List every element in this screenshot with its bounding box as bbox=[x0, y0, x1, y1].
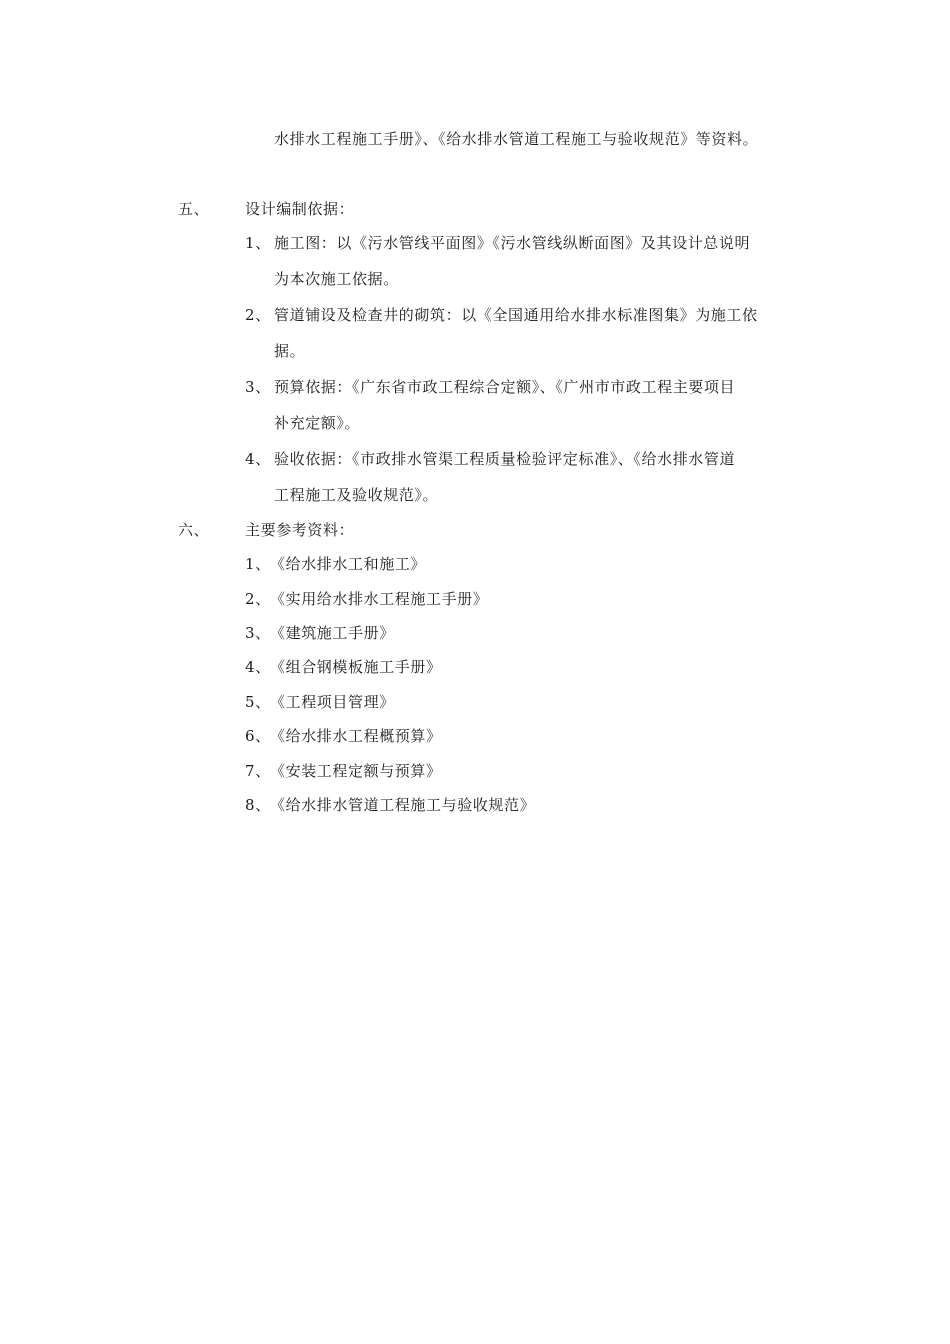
section-6-marker: 六、 bbox=[178, 521, 210, 539]
reference-7-title: 《安装工程定额与预算》 bbox=[270, 762, 442, 780]
reference-7-number: 7、 bbox=[245, 762, 271, 780]
section-5-item-4-line-2: 工程施工及验收规范》。 bbox=[274, 486, 439, 504]
section-5-item-2-number: 2、 bbox=[245, 306, 271, 324]
reference-5-title: 《工程项目管理》 bbox=[270, 693, 395, 711]
section-5-title: 设计编制依据： bbox=[245, 200, 355, 218]
continuation-text: 水排水工程施工手册》、《给水排水管道工程施工与验收规范》等资料。 bbox=[274, 130, 759, 148]
section-5-item-3-line-1: 预算依据：《广东省市政工程综合定额》、《广州市市政工程主要项目 bbox=[274, 378, 736, 396]
reference-4-number: 4、 bbox=[245, 658, 271, 676]
reference-6-title: 《给水排水工程概预算》 bbox=[270, 727, 442, 745]
reference-6-number: 6、 bbox=[245, 727, 271, 745]
reference-8-number: 8、 bbox=[245, 796, 271, 814]
reference-1-number: 1、 bbox=[245, 555, 271, 573]
section-6-title: 主要参考资料： bbox=[245, 521, 355, 539]
reference-3-title: 《建筑施工手册》 bbox=[270, 624, 395, 642]
section-5-item-4-line-1: 验收依据：《市政排水管渠工程质量检验评定标准》、《给水排水管道 bbox=[274, 450, 736, 468]
reference-2-number: 2、 bbox=[245, 590, 271, 608]
reference-1-title: 《给水排水工和施工》 bbox=[270, 555, 427, 573]
section-5-item-1-line-2: 为本次施工依据。 bbox=[274, 270, 399, 288]
section-5-item-1-line-1: 施工图：以《污水管线平面图》《污水管线纵断面图》及其设计总说明 bbox=[274, 234, 751, 252]
section-5-item-1-number: 1、 bbox=[245, 234, 271, 252]
section-5-item-3-line-2: 补充定额》。 bbox=[274, 414, 361, 432]
section-5-item-2-line-1: 管道铺设及检查井的砌筑：以《全国通用给水排水标准图集》为施工依 bbox=[274, 306, 758, 324]
reference-4-title: 《组合钢模板施工手册》 bbox=[270, 658, 442, 676]
section-5-item-2-line-2: 据。 bbox=[274, 342, 306, 360]
section-5-item-4-number: 4、 bbox=[245, 450, 271, 468]
reference-2-title: 《实用给水排水工程施工手册》 bbox=[270, 590, 489, 608]
reference-8-title: 《给水排水管道工程施工与验收规范》 bbox=[270, 796, 536, 814]
reference-5-number: 5、 bbox=[245, 693, 271, 711]
section-5-item-3-number: 3、 bbox=[245, 378, 271, 396]
section-5-marker: 五、 bbox=[178, 200, 210, 218]
reference-3-number: 3、 bbox=[245, 624, 271, 642]
